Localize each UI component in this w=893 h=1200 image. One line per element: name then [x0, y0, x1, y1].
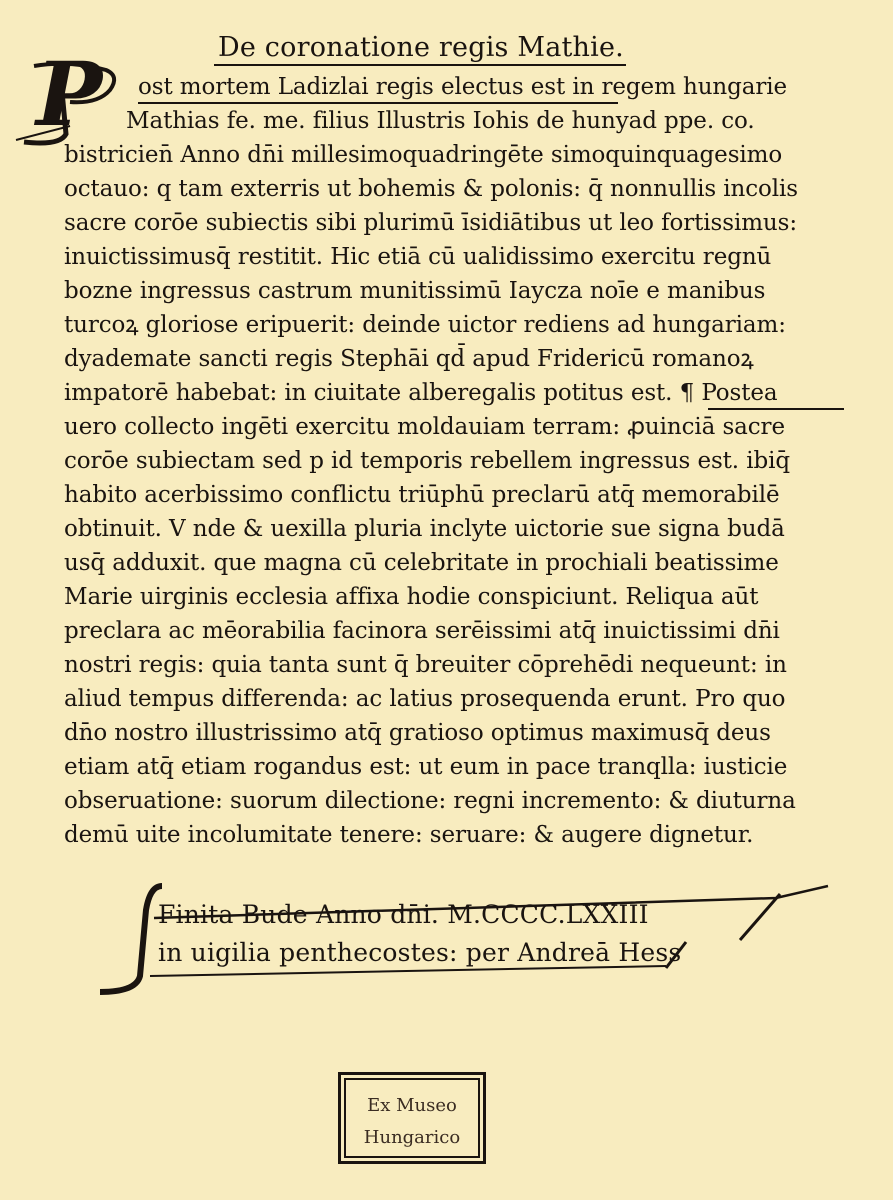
- text-line: Marie uirginis ecclesia affixa hodie conspiciunt. Reliqua aūt: [64, 584, 759, 610]
- colophon-line-2: in uigilia penthecostes: per Andreā Hess: [158, 938, 682, 967]
- stamp-line-2: Hungarico: [363, 1127, 461, 1148]
- text-line: preclara ac mēorabilia facinora serēissimi atq̄ inuictissimi dn̄i: [64, 618, 780, 644]
- text-line: ost mortem Ladizlai regis electus est in regem hungarie: [138, 74, 788, 100]
- text-line: usq̄ adduxit. que magna cū celebritate in prochiali beatissime: [64, 550, 779, 576]
- text-line: Mathias fe. me. filius Illustris Iohis de hunyad ppe. co.: [126, 108, 755, 134]
- stamp-line-1: Ex Museo: [367, 1095, 457, 1116]
- page-title: De coronatione regis Mathie.: [218, 32, 624, 63]
- text-line: etiam atq̄ etiam rogandus est: ut eum in pace tranqlla: iusticie: [64, 754, 788, 780]
- text-line: dn̄o nostro illustrissimo atq̄ gratioso optimus maximusq̄ deus: [64, 720, 771, 746]
- text-line: octauo: q tam exterris ut bohemis & polonis: q̄ nonnullis incolis: [64, 176, 798, 202]
- text-line: inuictissimusq̄ restitit. Hic etiā cū ualidissimo exercitu regnū: [64, 244, 772, 270]
- colophon-line-1: Finita Bude Anno dn̄i. M.CCCC.LXXIII: [158, 900, 649, 929]
- text-line: nostri regis: quia tanta sunt q̄ breuiter cōprehēdi nequeunt: in: [64, 652, 787, 678]
- museum-stamp: [338, 1072, 486, 1164]
- text-line: habito acerbissimo conflictu triūphū preclarū atq̄ memorabilē: [64, 482, 780, 508]
- text-line: corōe subiectam sed p id temporis rebellem ingressus est. ibiq̄: [64, 448, 790, 474]
- text-line: turcoꝝ gloriose eripuerit: deinde uictor rediens ad hungariam:: [64, 312, 786, 338]
- title-underline: [214, 64, 626, 66]
- text-line: sacre corōe subiectis sibi plurimū īsidiātibus ut leo fortissimus:: [64, 210, 797, 236]
- text-line: aliud tempus differenda: ac latius prosequenda erunt. Pro quo: [64, 686, 786, 712]
- text-line: demū uite incolumitate tenere: seruare: & augere dignetur.: [64, 822, 754, 848]
- text-line: uero collecto ingēti exercitu moldauiam terram: ꝓuinciā sacre: [64, 414, 785, 440]
- text-line: impatorē habebat: in ciuitate alberegalis potitus est. ¶ Postea: [64, 380, 778, 406]
- text-line: dyademate sancti regis Stephāi qd̄ apud Fridericū romanoꝝ: [64, 346, 754, 372]
- text-line: bozne ingressus castrum munitissimū Iaycza noīe e manibus: [64, 278, 766, 304]
- text-line: obseruatione: suorum dilectione: regni incremento: & diuturna: [64, 788, 796, 814]
- drop-cap-initial: P: [36, 42, 103, 146]
- text-line: obtinuit. V nde & uexilla pluria inclyte uictorie sue signa budā: [64, 516, 785, 542]
- text-line: bistricien̄ Anno dn̄i millesimoquadringēte simoquinquagesimo: [64, 142, 783, 168]
